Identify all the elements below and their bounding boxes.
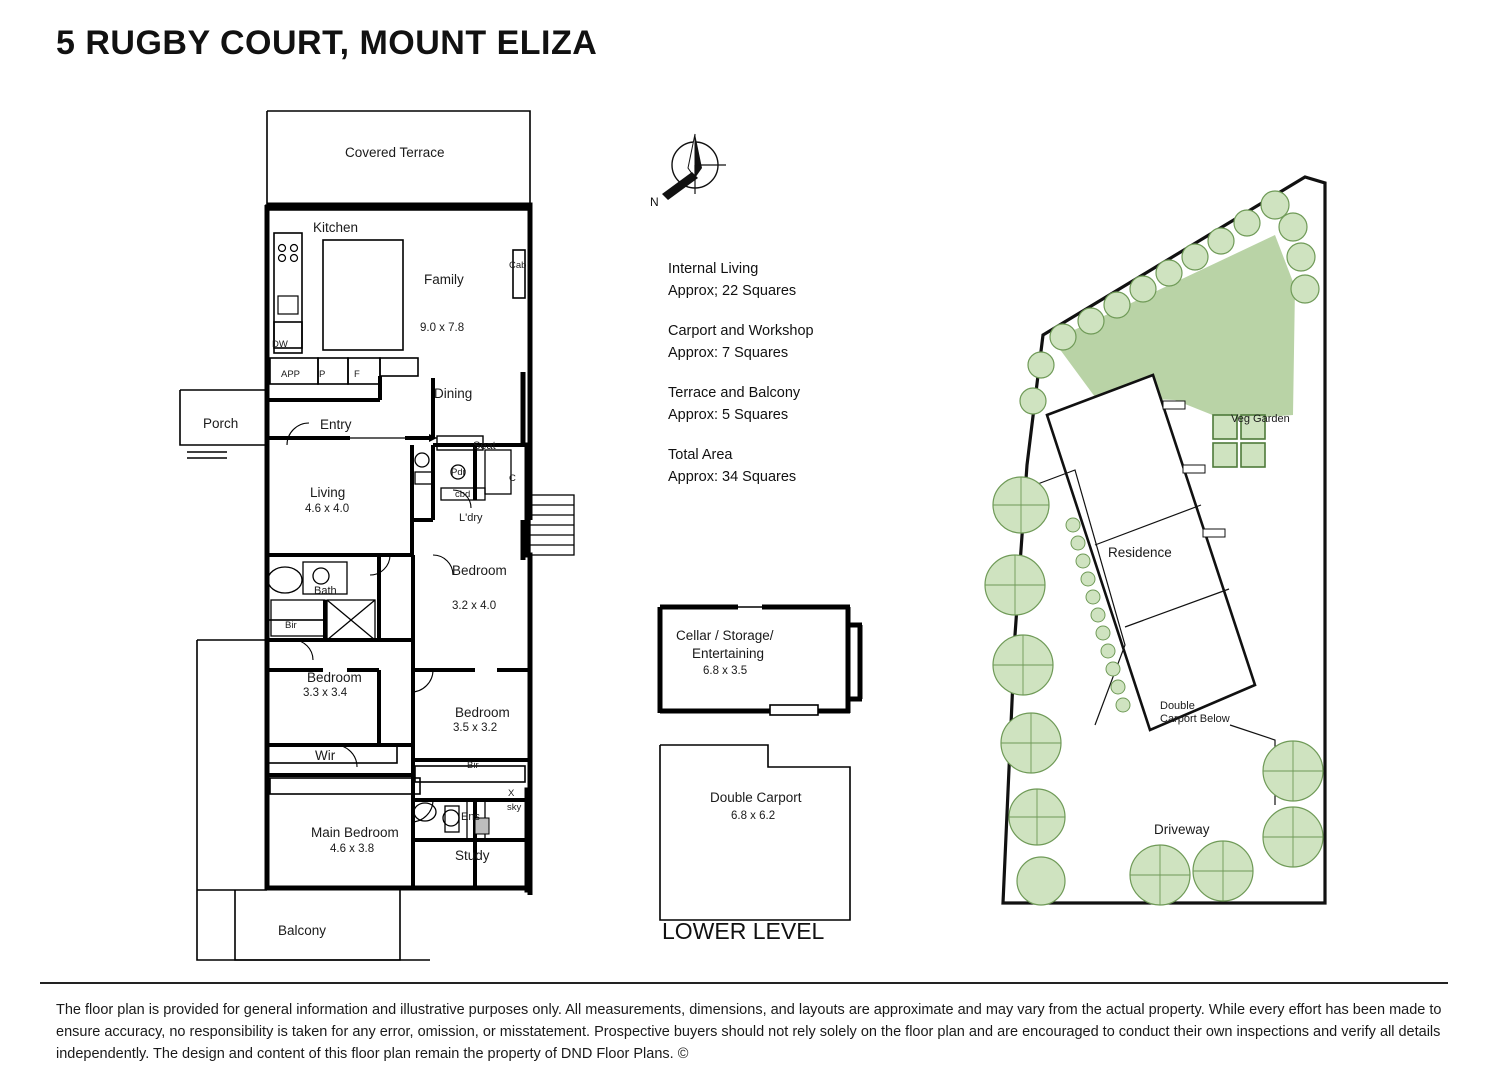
room-dim-double-carport: 6.8 x 6.2	[731, 810, 776, 822]
room-label-bath: Bath	[314, 585, 337, 597]
area-legend	[668, 258, 814, 506]
site-label-residence: Residence	[1108, 545, 1172, 560]
room-dim-living: 4.6 x 4.0	[305, 503, 350, 515]
room-label-double-carport: Double Carport	[710, 790, 802, 805]
site-label-driveway: Driveway	[1154, 822, 1210, 837]
site-label-veg-garden: Veg Garden	[1231, 413, 1290, 425]
legend-item-total-area: Total Area Approx: 34 Squares	[668, 446, 797, 486]
room-label-bedroom-3: Bedroom	[455, 705, 510, 720]
room-label-covered-terrace: Covered Terrace	[345, 145, 445, 160]
site-label-double-carport-below-2: Carport Below	[1160, 713, 1230, 725]
label-c: C	[509, 473, 516, 484]
label-bir-2: Bir	[467, 760, 479, 771]
label-dw: DW	[272, 339, 288, 350]
label-bir-1: Bir	[285, 620, 297, 631]
room-label-main-bedroom: Main Bedroom	[311, 825, 399, 840]
label-cab: Cab	[509, 260, 527, 271]
footer-divider	[40, 982, 1448, 984]
room-label-living: Living	[310, 485, 346, 500]
compass-rose	[648, 132, 738, 212]
compass-north-label: N	[650, 195, 659, 209]
room-dim-bedroom-1: 3.2 x 4.0	[452, 600, 497, 612]
label-x: X	[508, 788, 515, 799]
label-seat: Seat	[473, 440, 496, 452]
legend-item-carport-workshop: Carport and Workshop Approx: 7 Squares	[668, 322, 814, 362]
room-label-cellar: Cellar / Storage/	[676, 628, 774, 643]
label-app: APP	[281, 369, 301, 380]
room-label-balcony: Balcony	[278, 923, 327, 938]
disclaimer-text: The floor plan is provided for general information and illustrative purposes only. All measurements, dimensions, and layouts are approximate and may vary from the actual property. While every effort has been made to ensure accuracy, no responsibility is taken for any error, omission, or misstatement. Prospective buyers should not rely solely on the floor plan and are encouraged to conduct their own inspections and verify all details independently. The design and content of this floor plan remain the property of DND Floor Plans. ©	[56, 1002, 1442, 1062]
site-label-double-carport-below: Double	[1160, 700, 1195, 712]
legend-item-internal-living: Internal Living Approx; 22 Squares	[668, 261, 797, 300]
label-pdr: Pdr	[451, 467, 466, 478]
room-dim-main-bedroom: 4.6 x 3.8	[330, 843, 375, 855]
room-label-laundry: L'dry	[459, 512, 483, 524]
room-label-cellar-2: Entertaining	[692, 646, 765, 661]
room-label-study: Study	[455, 848, 490, 863]
room-dim-bedroom-3: 3.5 x 3.2	[453, 722, 498, 734]
room-label-wir: Wir	[315, 748, 336, 763]
room-dim-family: 9.0 x 7.8	[420, 322, 465, 334]
room-label-kitchen: Kitchen	[313, 220, 359, 235]
room-label-ens: Ens	[461, 811, 480, 823]
room-label-bedroom-1: Bedroom	[452, 563, 507, 578]
room-dim-cellar: 6.8 x 3.5	[703, 665, 748, 677]
room-label-porch: Porch	[203, 416, 239, 431]
lower-level-title: LOWER LEVEL	[662, 918, 825, 944]
label-cbd: cbd	[455, 489, 471, 500]
room-label-dining: Dining	[434, 386, 473, 401]
room-label-bedroom-2: Bedroom	[307, 670, 362, 685]
label-f: F	[354, 369, 360, 380]
label-sky: sky	[507, 802, 522, 813]
page-title: 5 RUGBY COURT, MOUNT ELIZA	[56, 24, 598, 62]
room-dim-bedroom-2: 3.3 x 3.4	[303, 687, 348, 699]
room-label-family: Family	[424, 272, 464, 287]
label-p: P	[319, 369, 326, 380]
room-label-entry: Entry	[320, 417, 352, 432]
legend-item-terrace-balcony: Terrace and Balcony Approx: 5 Squares	[668, 384, 801, 424]
